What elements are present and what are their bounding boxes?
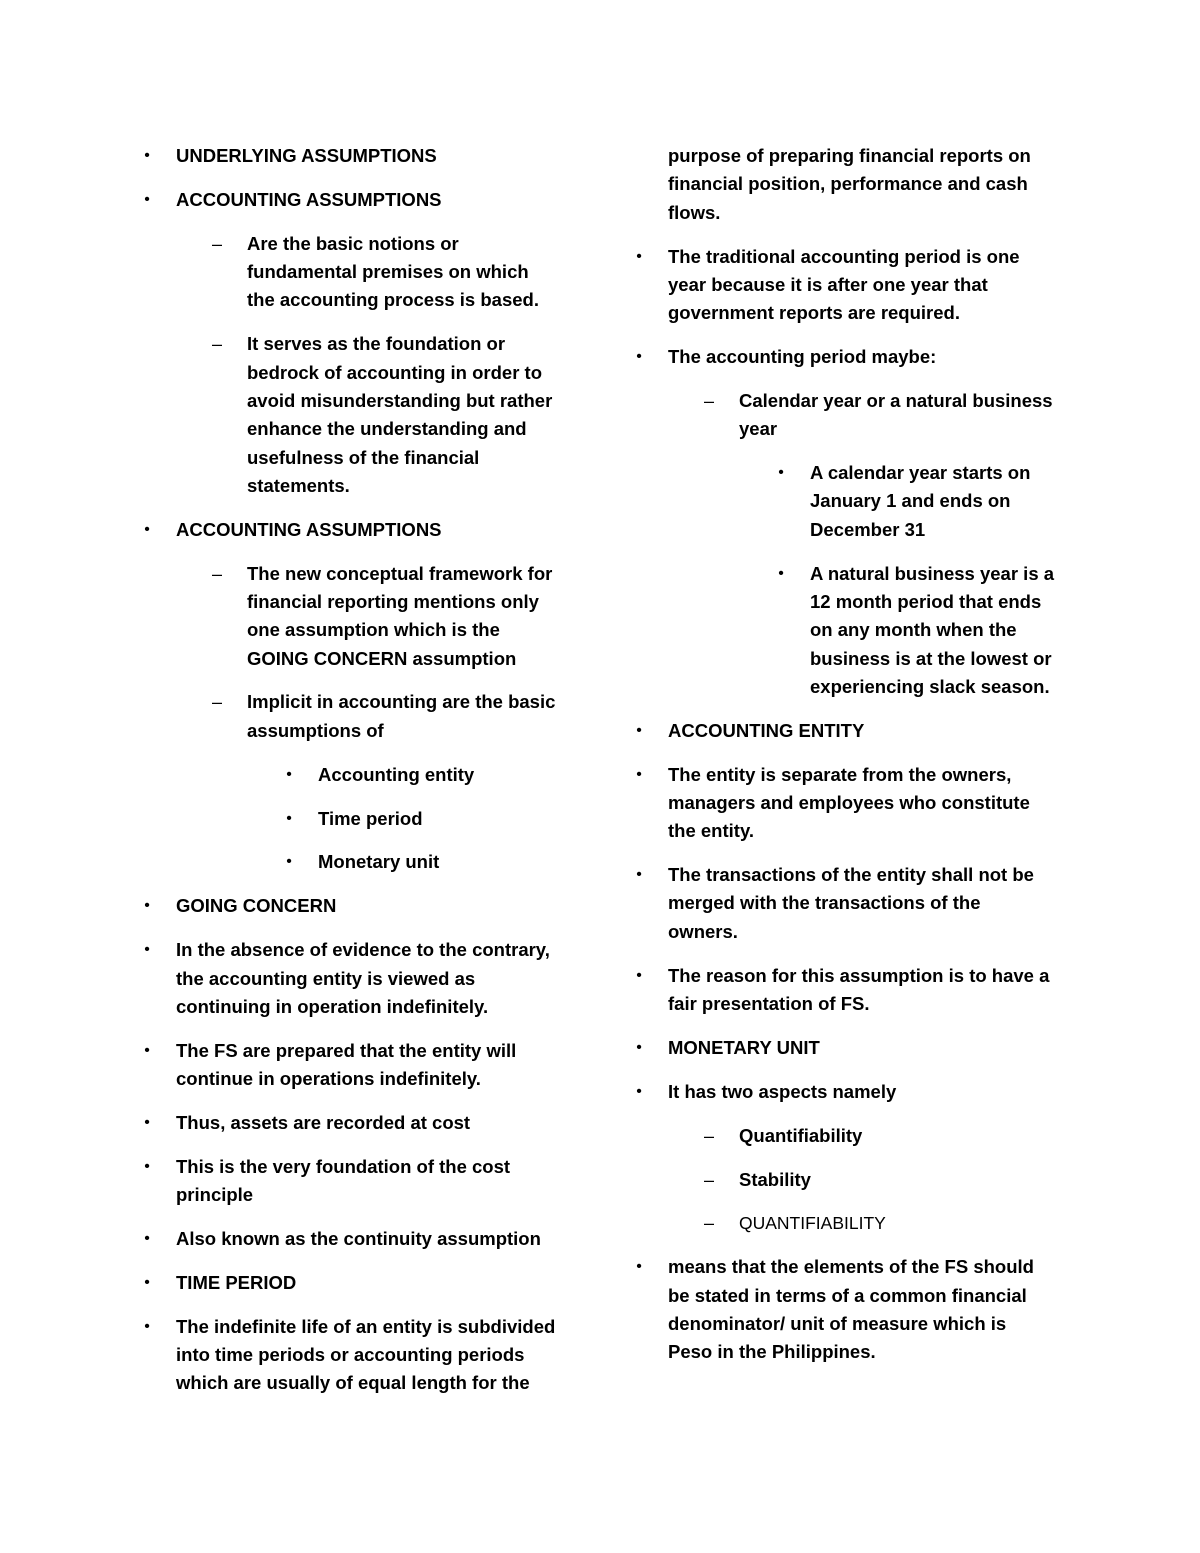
list-item-text: The new conceptual framework for bbox=[247, 562, 553, 584]
bullet-marker: • bbox=[636, 348, 642, 365]
list-item-text: QUANTIFIABILITY bbox=[739, 1213, 886, 1234]
bullet-marker: • bbox=[144, 897, 150, 915]
list-item-text: ACCOUNTING ASSUMPTIONS bbox=[176, 188, 442, 210]
bullet-marker: • bbox=[144, 1113, 150, 1131]
list-item-text: enhance the understanding and bbox=[247, 418, 527, 440]
bullet-marker: • bbox=[636, 247, 642, 265]
list-item-text: business is at the lowest or bbox=[810, 647, 1052, 669]
list-item-text: the accounting process is based. bbox=[247, 289, 539, 311]
list-item-text: financial reporting mentions only bbox=[247, 590, 539, 612]
dash-marker: – bbox=[703, 1125, 714, 1146]
bullet-marker: • bbox=[636, 721, 642, 739]
bullet-marker: • bbox=[636, 1082, 642, 1100]
list-item-text: GOING CONCERN bbox=[176, 895, 337, 917]
list-item-text: financial position, performance and cash bbox=[668, 173, 1028, 195]
list-item-text: bedrock of accounting in order to bbox=[247, 361, 542, 383]
dash-marker: – bbox=[703, 1169, 714, 1190]
list-item-text: fundamental premises on which bbox=[247, 261, 529, 283]
bullet-marker: • bbox=[144, 520, 150, 538]
list-item-text: The entity is separate from the owners, bbox=[668, 763, 1012, 785]
list-item-text: fair presentation of FS. bbox=[668, 992, 870, 1014]
list-item-text: Implicit in accounting are the basic bbox=[247, 691, 556, 713]
bullet-marker: • bbox=[286, 809, 292, 827]
list-item-text: A calendar year starts on bbox=[810, 462, 1031, 484]
dash-marker: – bbox=[211, 334, 222, 355]
list-item-text: December 31 bbox=[810, 518, 926, 540]
list-item-text: January 1 and ends on bbox=[810, 490, 1011, 512]
list-item-text: denominator/ unit of measure which is bbox=[668, 1312, 1007, 1334]
list-item-text: the entity. bbox=[668, 820, 754, 842]
bullet-marker: • bbox=[144, 190, 150, 208]
list-item-text: The reason for this assumption is to have a bbox=[668, 964, 1050, 986]
list-item-text: The traditional accounting period is one bbox=[668, 245, 1020, 267]
dash-marker: – bbox=[703, 390, 714, 411]
bullet-marker: • bbox=[144, 941, 150, 959]
dash-marker: – bbox=[703, 1213, 714, 1234]
list-item-text: which are usually of equal length for the bbox=[176, 1372, 530, 1394]
list-item-text: MONETARY UNIT bbox=[668, 1036, 820, 1058]
list-item-text: 12 month period that ends bbox=[810, 590, 1042, 612]
list-item-text: owners. bbox=[668, 920, 738, 942]
list-item-text: government reports are required. bbox=[668, 302, 960, 324]
list-item-text: Stability bbox=[739, 1168, 811, 1190]
list-item-text: year bbox=[739, 418, 778, 440]
list-item-text: Calendar year or a natural business bbox=[739, 389, 1053, 411]
list-item-text: the accounting entity is viewed as bbox=[176, 967, 476, 989]
list-item-text: GOING CONCERN assumption bbox=[247, 647, 517, 669]
list-item-text: on any month when the bbox=[810, 619, 1017, 641]
list-item-text: TIME PERIOD bbox=[176, 1271, 297, 1293]
list-item-text: Thus, assets are recorded at cost bbox=[176, 1111, 471, 1133]
bullet-marker: • bbox=[144, 1157, 150, 1175]
list-item-text: year because it is after one year that bbox=[668, 273, 988, 295]
list-item-text: principle bbox=[176, 1184, 254, 1206]
bullet-marker: • bbox=[286, 765, 292, 783]
dash-marker: – bbox=[211, 692, 222, 713]
bullet-marker: • bbox=[144, 147, 150, 164]
bullet-marker: • bbox=[636, 765, 642, 783]
list-item-text: continuing in operation indefinitely. bbox=[176, 995, 489, 1017]
list-item-text: into time periods or accounting periods bbox=[176, 1344, 525, 1366]
list-item-text: ACCOUNTING ENTITY bbox=[668, 719, 865, 741]
list-item-text: Monetary unit bbox=[318, 851, 440, 873]
list-item-text: usefulness of the financial bbox=[247, 446, 480, 468]
list-item-text: The indefinite life of an entity is subdivided bbox=[176, 1315, 556, 1337]
list-item-text: The FS are prepared that the entity will bbox=[176, 1039, 517, 1061]
list-item-text: Quantifiability bbox=[739, 1124, 863, 1146]
bullet-marker: • bbox=[144, 1273, 150, 1291]
bullet-marker: • bbox=[144, 1230, 150, 1247]
list-item-text: UNDERLYING ASSUMPTIONS bbox=[176, 145, 437, 166]
bullet-marker: • bbox=[636, 866, 642, 884]
list-item-text: Time period bbox=[318, 807, 423, 829]
list-item-text: It has two aspects namely bbox=[668, 1080, 897, 1102]
list-item-text: It serves as the foundation or bbox=[247, 333, 506, 355]
list-item-text: This is the very foundation of the cost bbox=[176, 1155, 511, 1177]
list-item-text: Also known as the continuity assumption bbox=[176, 1228, 541, 1249]
list-item-text: means that the elements of the FS should bbox=[668, 1256, 1034, 1278]
list-item-text: avoid misunderstanding but rather bbox=[247, 389, 553, 411]
bullet-marker: • bbox=[636, 966, 642, 984]
bullet-marker: • bbox=[636, 1038, 642, 1056]
list-item-text: A natural business year is a bbox=[810, 562, 1055, 584]
list-item-text: The transactions of the entity shall not be bbox=[668, 864, 1034, 886]
list-item-text: Accounting entity bbox=[318, 763, 475, 785]
list-item-text: experiencing slack season. bbox=[810, 675, 1050, 697]
bullet-marker: • bbox=[286, 853, 292, 871]
bullet-marker: • bbox=[636, 1258, 642, 1276]
list-item-text: continue in operations indefinitely. bbox=[176, 1068, 481, 1089]
list-item-text: assumptions of bbox=[247, 719, 384, 741]
list-item-text: be stated in terms of a common financial bbox=[668, 1284, 1027, 1306]
list-item-text: Peso in the Philippines. bbox=[668, 1341, 876, 1363]
list-item-text: In the absence of evidence to the contrary, bbox=[176, 939, 550, 961]
list-item-text: Are the basic notions or bbox=[247, 232, 459, 254]
dash-marker: – bbox=[211, 233, 222, 254]
list-item-text: ACCOUNTING ASSUMPTIONS bbox=[176, 518, 442, 540]
list-item-text: flows. bbox=[668, 201, 721, 223]
list-item-text: managers and employees who constitute bbox=[668, 791, 1030, 813]
list-item-text: one assumption which is the bbox=[247, 619, 500, 641]
bullet-marker: • bbox=[144, 1317, 150, 1335]
list-item-text: merged with the transactions of the bbox=[668, 892, 981, 914]
list-item-text: purpose of preparing financial reports on bbox=[668, 145, 1031, 166]
bullet-marker: • bbox=[778, 564, 784, 582]
bullet-marker: • bbox=[144, 1041, 150, 1059]
list-item-text: The accounting period maybe: bbox=[668, 346, 937, 367]
bullet-marker: • bbox=[778, 464, 784, 482]
list-item-text: statements. bbox=[247, 474, 350, 496]
dash-marker: – bbox=[211, 563, 222, 584]
